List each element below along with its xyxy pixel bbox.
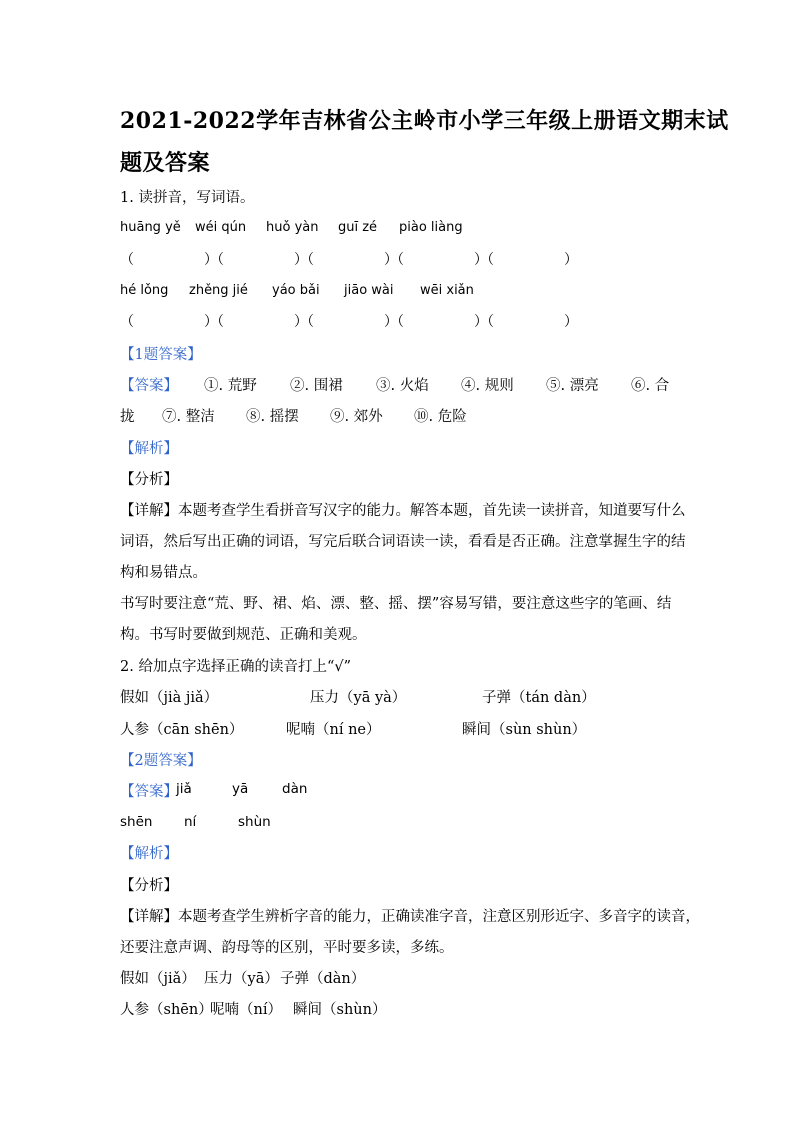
q2-item: 瞬间（sùn shùn）	[462, 722, 587, 738]
q2-item: 呢喃（ní ne）	[286, 722, 381, 738]
q2-analysis-tag: 【解析】	[120, 846, 178, 862]
q1-answer-3: ③. 火焰	[376, 378, 429, 394]
q1-detail-line: 词语，然后写出正确的词语，写完后联合词语读一读，看看是否正确。注意掌握生字的结	[120, 534, 686, 550]
q2-result: 呢喃（ní）	[210, 1002, 282, 1018]
q2-fenxi-tag: 【分析】	[120, 878, 178, 894]
q2-result: 瞬间（shùn）	[293, 1002, 387, 1018]
q1-answer-4: ④. 规则	[461, 378, 514, 394]
q1-analysis-tag: 【解析】	[120, 441, 178, 457]
q1-answer-1: ①. 荒野	[204, 378, 257, 394]
q2-prompt: 2. 给加点字选择正确的读音打上“√”	[120, 659, 352, 675]
q1-answer-10: ⑩. 危险	[414, 409, 467, 425]
q1-pinyin-6: hé lǒng	[120, 283, 169, 298]
q2-result: 假如（jiǎ）	[120, 971, 196, 987]
q1-pinyin-3: huǒ yàn	[266, 220, 319, 235]
q1-answer-tag: 【1题答案】	[120, 347, 202, 363]
q1-blank[interactable]: （ ）	[390, 314, 488, 330]
q1-detail-line: 书写时要注意“荒、野、裙、焰、漂、整、摇、摆”容易写错，要注意这些字的笔画、结	[120, 596, 672, 612]
q2-answer-5: ní	[184, 814, 197, 830]
q2-answer-tag: 【2题答案】	[120, 753, 202, 769]
q1-pinyin-9: jiāo wài	[344, 283, 394, 298]
q1-answer-6: ⑥. 合	[631, 378, 670, 394]
q1-answer-9: ⑨. 郊外	[330, 409, 383, 425]
q1-blank[interactable]: （ ）	[210, 252, 308, 268]
q1-answer-7: ⑦. 整洁	[162, 409, 215, 425]
q1-answer-5: ⑤. 漂亮	[546, 378, 599, 394]
q2-item: 压力（yā yà）	[310, 690, 407, 706]
q1-detail-line: 构和易错点。	[120, 565, 207, 581]
document-title-line2: 题及答案	[120, 150, 211, 176]
q1-pinyin-10: wēi xiǎn	[420, 283, 474, 298]
q1-detail-line: 构。书写时要做到规范、正确和美观。	[120, 627, 367, 643]
q2-answer-6: shùn	[238, 814, 271, 830]
q1-blank[interactable]: （ ）	[120, 252, 218, 268]
q1-pinyin-5: piào liàng	[399, 220, 463, 235]
document-title-line1: 2021-2022学年吉林省公主岭市小学三年级上册语文期末试	[120, 108, 729, 134]
q1-blank[interactable]: （ ）	[300, 252, 398, 268]
q1-answer-2: ②. 围裙	[290, 378, 343, 394]
q1-blank[interactable]: （ ）	[120, 314, 218, 330]
q2-answer-2: yā	[232, 781, 249, 797]
q1-blank[interactable]: （ ）	[480, 252, 578, 268]
q1-fenxi-tag: 【分析】	[120, 472, 178, 488]
q1-pinyin-1: huāng yě	[120, 220, 181, 235]
q1-blank[interactable]: （ ）	[480, 314, 578, 330]
q2-result: 压力（yā）	[204, 971, 279, 987]
q2-detail-line: 【详解】本题考查学生辨析字音的能力，正确读准字音，注意区别形近字、多音字的读音，	[120, 909, 700, 925]
q1-detail-line: 【详解】本题考查学生看拼音写汉字的能力。解答本题，首先读一读拼音，知道要写什么	[120, 503, 686, 519]
q2-item: 假如（jià jiǎ）	[120, 690, 219, 706]
q1-prompt: 1. 读拼音，写词语。	[120, 190, 255, 206]
q1-blank[interactable]: （ ）	[210, 314, 308, 330]
q2-answer-label: 【答案】	[120, 784, 178, 800]
q2-result: 人参（shēn）	[120, 1002, 213, 1018]
q2-answer-4: shēn	[120, 814, 153, 830]
q1-answer-8: ⑧. 摇摆	[246, 409, 299, 425]
q2-answer-3: dàn	[282, 781, 308, 797]
q2-item: 子弹（tán dàn）	[482, 690, 596, 706]
q1-pinyin-7: zhěng jié	[189, 283, 248, 298]
q2-item: 人参（cān shēn）	[120, 722, 244, 738]
q2-detail-line: 还要注意声调、韵母等的区别，平时要多读，多练。	[120, 940, 454, 956]
q1-answer-6-cont: 拢	[120, 409, 135, 425]
q1-blank[interactable]: （ ）	[300, 314, 398, 330]
q2-result: 子弹（dàn）	[280, 971, 366, 987]
q1-answer-label: 【答案】	[120, 378, 178, 394]
q2-answer-1: jiǎ	[176, 781, 192, 797]
q1-pinyin-4: guī zé	[338, 220, 378, 235]
q1-pinyin-8: yáo bǎi	[272, 283, 320, 298]
q1-blank[interactable]: （ ）	[390, 252, 488, 268]
q1-pinyin-2: wéi qún	[195, 220, 247, 235]
